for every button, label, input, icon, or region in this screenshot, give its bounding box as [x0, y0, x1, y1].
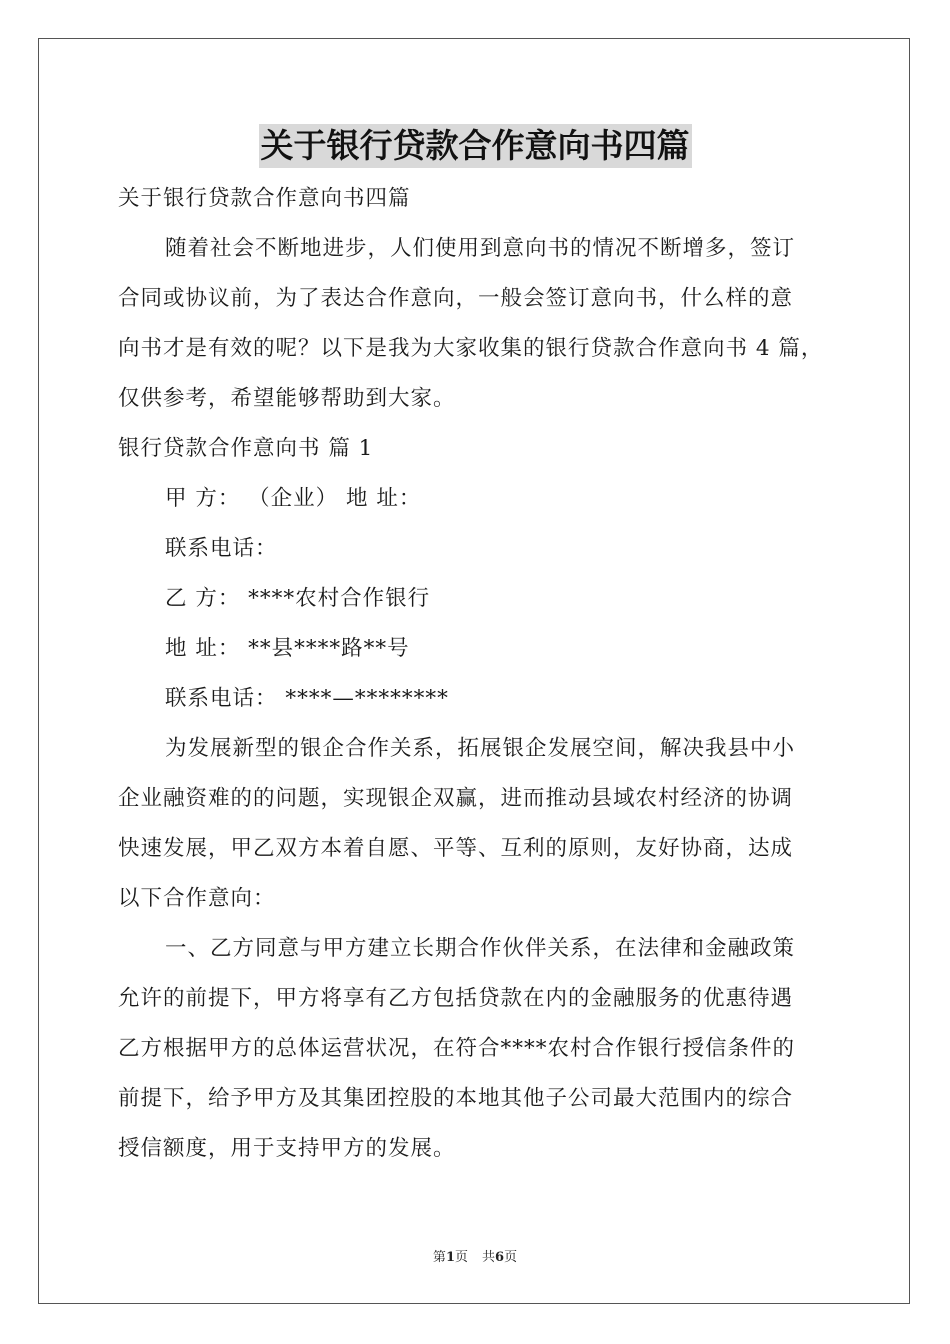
- page-prefix: 第: [432, 1250, 446, 1265]
- document-title: 关于银行贷款合作意向书四篇: [259, 124, 692, 168]
- clause-one-line: 允许的前提下，甲方将享有乙方包括贷款在内的金融服务的优惠待遇: [118, 986, 794, 1011]
- purpose-line: 为发展新型的银企合作关系，拓展银企发展空间，解决我县中小: [165, 736, 796, 761]
- party-b-line: 乙 方： ****农村合作银行: [165, 586, 431, 611]
- purpose-line: 以下合作意向：: [118, 886, 276, 911]
- intro-line: 随着社会不断地进步，人们使用到意向书的情况不断增多，签订: [165, 236, 796, 261]
- intro-line: 合同或协议前，为了表达合作意向，一般会签订意向书，什么样的意: [118, 286, 794, 311]
- page-current: 1: [445, 1250, 455, 1265]
- clause-one-line: 乙方根据甲方的总体运营状况，在符合****农村合作银行授信条件的: [118, 1036, 796, 1061]
- page-suffix: 页: [454, 1250, 468, 1265]
- clause-one-line: 前提下，给予甲方及其集团控股的本地其他子公司最大范围内的综合: [118, 1086, 794, 1111]
- page-footer: [0, 1250, 950, 1266]
- party-b-address: 地 址： **县****路**号: [165, 636, 410, 661]
- clause-one-line: 授信额度，用于支持甲方的发展。: [118, 1136, 456, 1161]
- title-wrap: [0, 124, 950, 168]
- document-subtitle: 关于银行贷款合作意向书四篇: [118, 186, 411, 211]
- page-total: 6: [495, 1250, 505, 1265]
- intro-line: 仅供参考，希望能够帮助到大家。: [118, 386, 456, 411]
- purpose-line: 企业融资难的的问题，实现银企双赢，进而推动县域农村经济的协调: [118, 786, 794, 811]
- party-b-phone: 联系电话： ****—********: [165, 686, 449, 711]
- party-a-phone: 联系电话：: [165, 536, 278, 561]
- section-heading: 银行贷款合作意向书 篇 1: [118, 436, 374, 461]
- total-suffix: 页: [504, 1250, 518, 1265]
- intro-line: 向书才是有效的呢？以下是我为大家收集的银行贷款合作意向书 4 篇，: [118, 336, 824, 361]
- page-border: [38, 38, 910, 1304]
- party-a-line: 甲 方： （企业） 地 址：: [165, 486, 422, 511]
- total-prefix: 共: [482, 1250, 496, 1265]
- clause-one-line: 一、乙方同意与甲方建立长期合作伙伴关系，在法律和金融政策: [165, 936, 796, 961]
- purpose-line: 快速发展，甲乙双方本着自愿、平等、互利的原则，友好协商，达成: [118, 836, 794, 861]
